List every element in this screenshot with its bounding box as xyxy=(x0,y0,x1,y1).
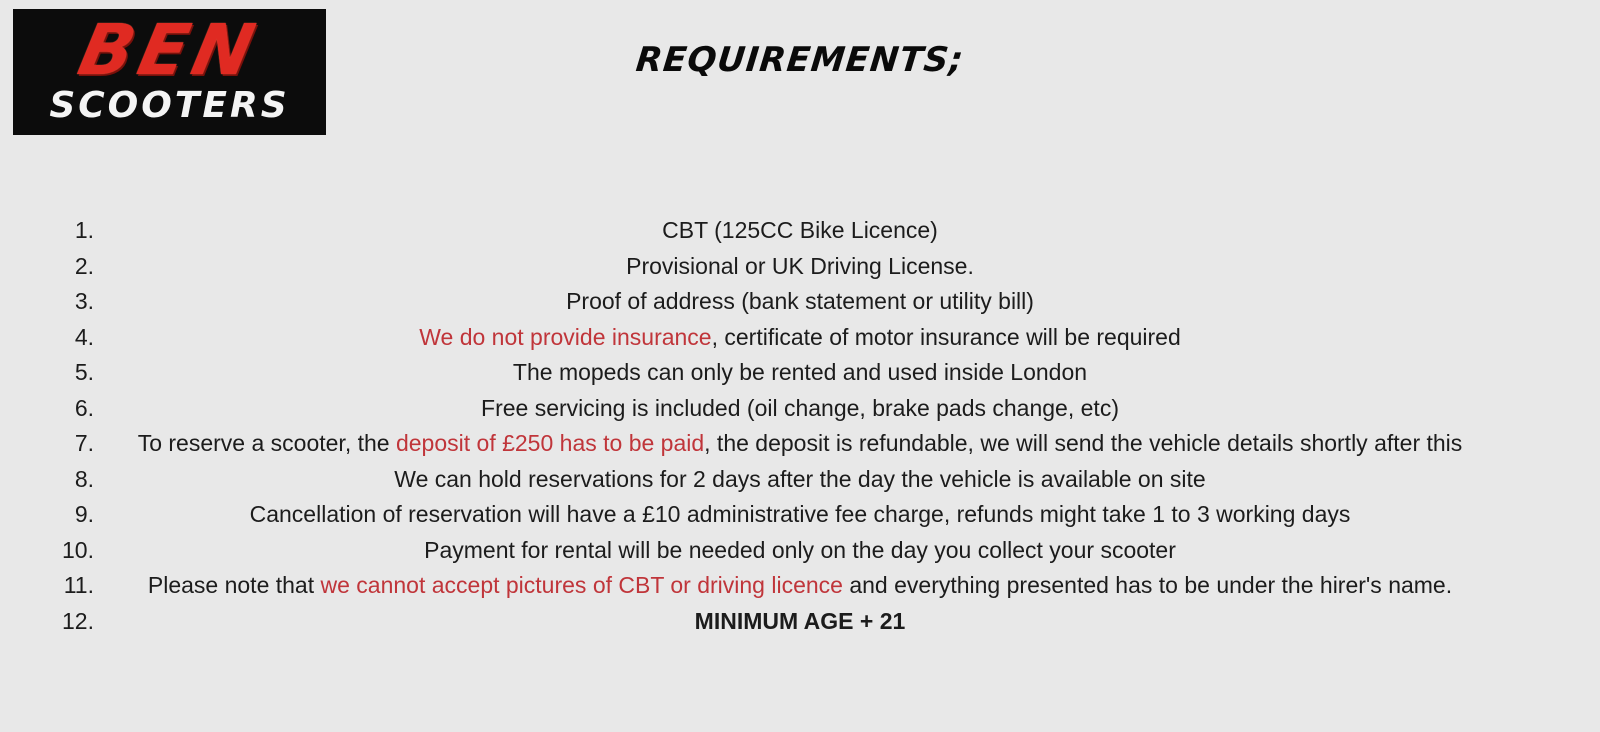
requirements-list xyxy=(0,213,1600,639)
requirement-number: 7. xyxy=(74,430,94,456)
requirement-number: 11. xyxy=(63,572,94,598)
requirement-number: 6. xyxy=(74,394,94,421)
requirement-item xyxy=(0,249,1600,285)
requirement-item xyxy=(0,533,1600,569)
requirement-text: Proof of address (bank statement or utility bill) xyxy=(566,288,1034,314)
requirement-highlight: deposit of £250 has to be paid xyxy=(395,430,705,456)
requirement-text: and everything presented has to be under the hirer's name. xyxy=(842,572,1453,598)
requirement-number: 5. xyxy=(74,359,94,385)
requirement-text: Provisional or UK Driving License. xyxy=(626,252,974,279)
requirement-number: 2. xyxy=(74,252,94,279)
requirement-item xyxy=(0,426,1600,462)
requirement-item xyxy=(0,462,1600,498)
requirement-text: Free servicing is included (oil change, brake pads change, etc) xyxy=(481,394,1119,421)
requirement-text: CBT (125CC Bike Licence) xyxy=(662,217,938,243)
requirement-text: We can hold reservations for 2 days after the day the vehicle is available on site xyxy=(394,465,1206,492)
requirement-number: 8. xyxy=(74,465,94,492)
requirement-number: 1. xyxy=(74,217,94,243)
requirement-highlight: We do not provide insurance xyxy=(419,323,712,350)
requirement-item xyxy=(0,568,1600,604)
requirement-item xyxy=(0,497,1600,533)
requirement-item xyxy=(0,213,1600,249)
page-title: REQUIREMENTS; xyxy=(634,40,966,80)
requirement-text: Payment for rental will be needed only on the day you collect your scooter xyxy=(424,536,1176,563)
requirement-number: 12. xyxy=(62,607,94,634)
requirement-item xyxy=(0,604,1600,640)
requirement-text: , certificate of motor insurance will be required xyxy=(711,323,1181,350)
requirement-number: 10. xyxy=(62,536,94,563)
logo-text-top: BEN xyxy=(71,9,268,91)
requirement-text: , the deposit is refundable, we will send the vehicle details shortly after this xyxy=(704,430,1463,456)
requirement-text: The mopeds can only be rented and used inside London xyxy=(512,359,1088,385)
requirement-text: To reserve a scooter, the xyxy=(137,430,396,456)
requirement-item xyxy=(0,355,1600,391)
requirement-text: Cancellation of reservation will have a £10 administrative fee charge, refunds might take 1 to 3 working days xyxy=(249,501,1351,527)
requirement-number: 4. xyxy=(74,323,94,350)
requirement-item xyxy=(0,284,1600,320)
requirement-highlight: we cannot accept pictures of CBT or driving licence xyxy=(320,572,843,598)
requirement-text: Please note that xyxy=(147,572,321,598)
requirement-number: 3. xyxy=(74,288,94,314)
requirement-item xyxy=(0,391,1600,427)
requirement-text: MINIMUM AGE + 21 xyxy=(694,607,906,634)
requirement-item xyxy=(0,320,1600,356)
logo-text-bottom: SCOOTERS xyxy=(49,85,290,126)
requirement-number: 9. xyxy=(74,501,94,527)
